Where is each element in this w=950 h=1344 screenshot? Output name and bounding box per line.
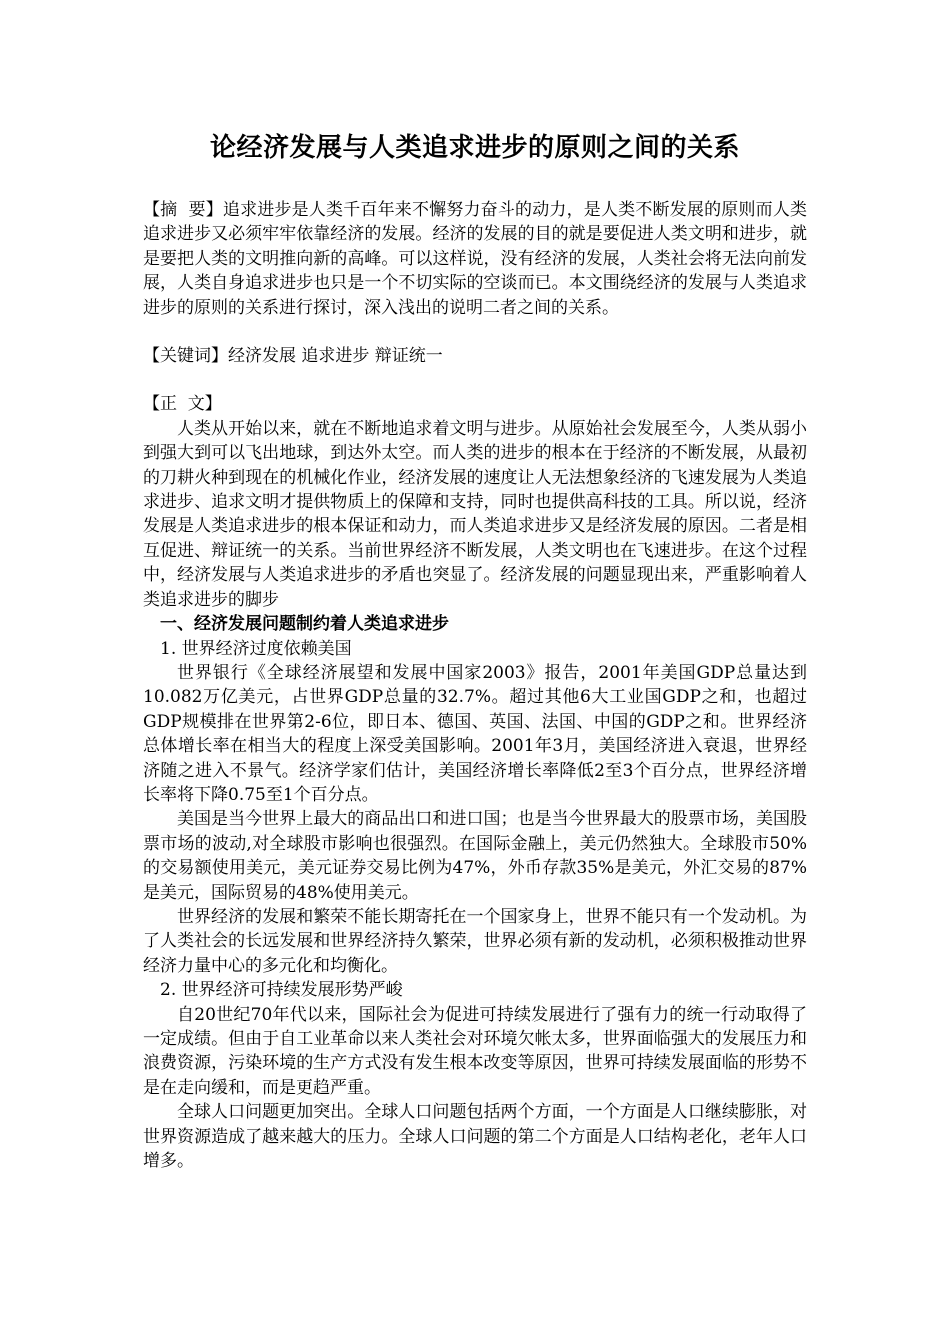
keywords-label: 【关键词】 bbox=[143, 346, 228, 367]
document-title: 论经济发展与人类追求进步的原则之间的关系 bbox=[209, 133, 740, 163]
sub1-paragraph-1: 世界银行《全球经济展望和发展中国家2003》报告，2001年美国GDP总量达到10.082万亿美元，占世界GDP总量的32.7%。超过其他6大工业国GDP之和，也超过GDP规模排在世界第2-6位，即日本、德国、英国、法国、中国的GDP之和。世界经济总体增长率在相当大的程度上深受美国影响。2001年3月，美国经济进入衰退，世界经济随之进入不景气。经济学家们估计，美国经济增长率降低2至3个百分点，世界经济增长率将下降0.75至1个百分点。 bbox=[143, 662, 807, 805]
sub1-paragraph-3: 世界经济的发展和繁荣不能长期寄托在一个国家身上，世界不能只有一个发动机。为了人类社会的长远发展和世界经济持久繁荣，世界必须有新的发动机，必须积极推动世界经济力量中心的多元化和均衡化。 bbox=[143, 906, 807, 976]
abstract-label: 【摘 要】 bbox=[143, 200, 223, 220]
body-label: 【正 文】 bbox=[143, 394, 222, 415]
abstract-paragraph bbox=[143, 198, 807, 320]
sub1-heading: 1. 世界经济过度依赖美国 bbox=[160, 638, 352, 659]
sub1-paragraph-2: 美国是当今世界上最大的商品出口和进口国；也是当今世界最大的股票市场，美国股票市场的波动,对全球股市影响也很强烈。在国际金融上，美元仍然独大。全球股市50%的交易额使用美元，美元证券交易比例为47%，外币存款35%是美元，外汇交易的87%是美元，国际贸易的48%使用美元。 bbox=[143, 809, 807, 903]
sub2-paragraph-2: 全球人口问题更加突出。全球人口问题包括两个方面，一个方面是人口继续膨胀，对世界资源造成了越来越大的压力。全球人口问题的第二个方面是人口结构老化，老年人口增多。 bbox=[143, 1102, 807, 1172]
section1-heading: 一、经济发展问题制约着人类追求进步 bbox=[160, 614, 449, 635]
sub2-heading: 2. 世界经济可持续发展形势严峻 bbox=[160, 980, 403, 1001]
document-page bbox=[143, 128, 807, 1173]
abstract-text: 追求进步是人类千百年来不懈努力奋斗的动力，是人类不断发展的原则而人类追求进步又必须牢牢依靠经济的发展。经济的发展的目的就是要促进人类文明和进步，就是要把人类的文明推向新的高峰。可以这样说，没有经济的发展，人类社会将无法向前发展，人类自身追求进步也只是一个不切实际的空谈而已。本文围绕经济的发展与人类追求进步的原则的关系进行探讨，深入浅出的说明二者之间的关系。 bbox=[143, 200, 808, 318]
sub2-paragraph-1: 自20世纪70年代以来，国际社会为促进可持续发展进行了强有力的统一行动取得了一定成绩。但由于自工业革命以来人类社会对环境欠帐太多，世界面临强大的发展压力和浪费资源，污染环境的生产方式没有发生根本改变等原因，世界可持续发展面临的形势不是在走向缓和，而是更趋严重。 bbox=[143, 1004, 807, 1098]
keywords-text: 经济发展 追求进步 辩证统一 bbox=[228, 346, 443, 367]
intro-paragraph: 人类从开始以来，就在不断地追求着文明与进步。从原始社会发展至今，人类从弱小到强大到可以飞出地球，到达外太空。而人类的进步的根本在于经济的不断发展，从最初的刀耕火种到现在的机械化作业，经济发展的速度让人无法想象经济的飞速发展为人类追求进步、追求文明才提供物质上的保障和支持，同时也提供高科技的工具。所以说，经济发展是人类追求进步的根本保证和动力，而人类追求进步又是经济发展的原因。二者是相互促进、辩证统一的关系。当前世界经济不断发展，人类文明也在飞速进步。在这个过程中，经济发展与人类追求进步的矛盾也突显了。经济发展的问题显现出来，严重影响着人类追求进步的脚步 bbox=[143, 418, 807, 610]
keywords-paragraph bbox=[143, 344, 807, 368]
